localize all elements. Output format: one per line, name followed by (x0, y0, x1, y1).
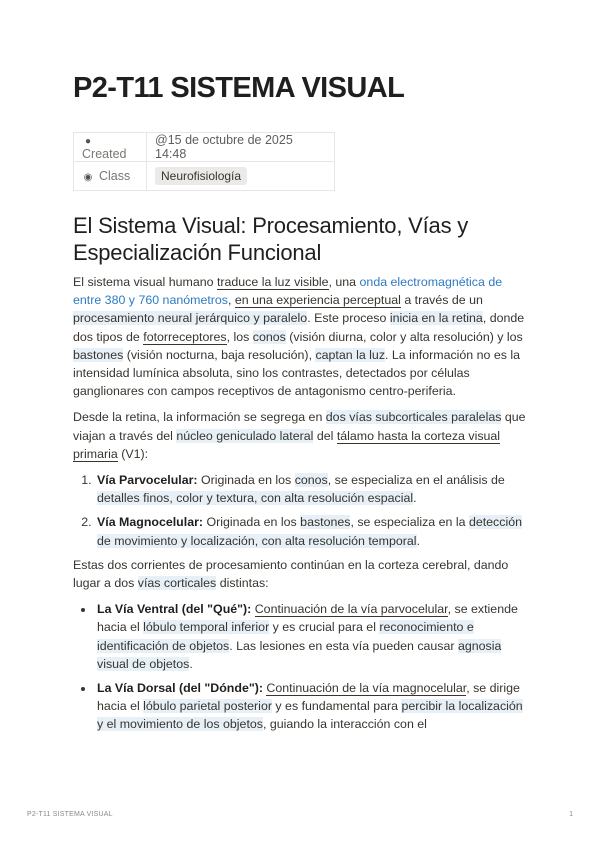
property-key (74, 162, 147, 191)
document-body (73, 273, 528, 740)
paragraph-cortical: Estas dos corrientes de procesamiento continúan en la corteza cerebral, dando lugar a dos vías corticales distintas: (73, 557, 509, 591)
property-value: @15 de octubre de 2025 14:48 (147, 133, 335, 162)
clock-icon: ● (84, 136, 92, 147)
property-row-class (74, 162, 335, 191)
page-number: 1 (569, 811, 573, 818)
target-icon: ◉ (83, 172, 93, 183)
highlight-link-text: onda electromagnética de entre 380 y 760 nanómetros (73, 275, 503, 308)
footer-title: P2-T11 SISTEMA VISUAL (27, 811, 113, 818)
property-key (74, 133, 147, 162)
list-item: 1. Vía Parvocelular: Originada en los conos, se especializa en el análisis de detalles finos, color y textura, con alta resolución espacial. (95, 471, 528, 507)
page-title: P2-T11 SISTEMA VISUAL (73, 72, 405, 104)
list-item: • La Vía Dorsal (del "Dónde"): Continuación de la vía magnocelular, se dirige hacia el lóbulo parietal posterior y es fundamental para percibir la localización y el movimiento de los objetos, guiando la interacción con el (95, 679, 528, 734)
numbered-list (73, 471, 528, 550)
property-key-label: Created (82, 147, 127, 161)
property-row-created (74, 133, 335, 162)
class-tag[interactable]: Neurofisiología (155, 167, 247, 185)
property-key-label: Class (99, 169, 131, 183)
list-item: • La Vía Ventral (del "Qué"): Continuación de la vía parvocelular, se extiende hacia el lóbulo temporal inferior y es crucial para el reconocimiento e identificación de objetos. Las lesiones en esta vía pueden causar agnosia visual de objetos. (95, 600, 528, 673)
paragraph-intro: El sistema visual humano traduce la luz visible, una onda electromagnética de entre 380 y 760 nanómetros, en una experiencia perceptual a través de un procesamiento neural jerárquico y paralelo. Este proceso inicia en la retina, donde dos tipos de fotorreceptores, los conos (visión diurna, color y alta resolución) y los bastones (visión nocturna, baja resolución), captan la luz. La información no es la intensidad lumínica absoluta, sino los contrastes, detectados por células ganglionares con campos receptivos de antagonismo centro-periferia. (73, 275, 525, 399)
properties-table (73, 132, 335, 191)
property-value (147, 162, 335, 191)
paragraph-pathways: Desde la retina, la información se segrega en dos vías subcorticales paralelas que viajan a través del núcleo geniculado lateral del tálamo hasta la corteza visual primaria (V1): (73, 410, 526, 461)
list-item: 2. Vía Magnocelular: Originada en los bastones, se especializa en la detección de movimiento y localización, con alta resolución temporal. (95, 513, 528, 549)
section-heading: El Sistema Visual: Procesamiento, Vías y Especialización Funcional (73, 213, 469, 265)
bullet-list (73, 600, 528, 733)
